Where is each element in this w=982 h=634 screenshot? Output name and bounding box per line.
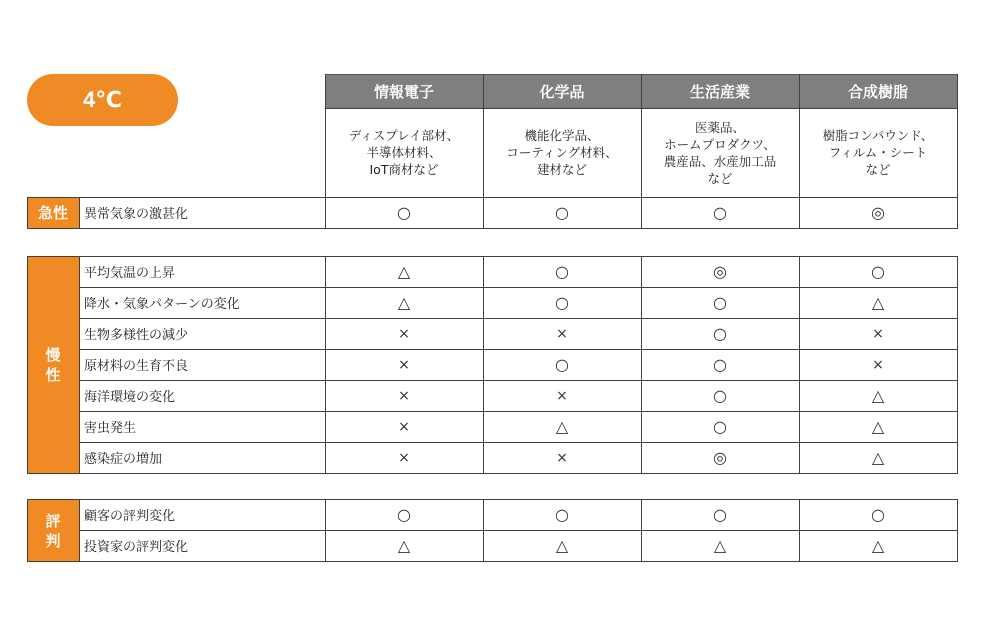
category-label: 評 判: [27, 500, 79, 561]
risk-item-label: 海洋環境の変化: [84, 390, 176, 405]
grid-line: [79, 197, 80, 229]
column-description: [799, 108, 957, 197]
category-label: 慢 性: [27, 257, 79, 473]
description-line: 建材など: [536, 162, 587, 177]
grid-line: [79, 499, 80, 562]
risk-item-label: 異常気象の激甚化: [84, 207, 189, 222]
impact-mark: ○: [713, 505, 727, 524]
grid-line: [483, 74, 484, 197]
column-description-text: [664, 119, 777, 187]
grid-line: [27, 499, 28, 562]
column-header: 生活産業: [641, 74, 799, 108]
impact-mark: ○: [871, 262, 885, 281]
grid-line: [27, 197, 28, 229]
impact-mark: △: [713, 536, 727, 555]
risk-item-label: 顧客の評判変化: [84, 509, 176, 524]
impact-mark: ○: [555, 505, 569, 524]
impact-mark: △: [871, 293, 885, 312]
grid-line: [325, 108, 958, 109]
description-line: 半導体材料、: [366, 145, 442, 160]
impact-mark: ○: [713, 203, 727, 222]
risk-item-label: 原材料の生育不良: [84, 359, 189, 374]
grid-line: [957, 74, 958, 197]
impact-mark: ○: [713, 386, 727, 405]
impact-mark: ○: [555, 262, 569, 281]
impact-mark: △: [555, 536, 569, 555]
impact-mark: △: [871, 536, 885, 555]
impact-mark: ○: [713, 324, 727, 343]
grid-line: [79, 256, 80, 474]
impact-mark: ×: [556, 449, 568, 466]
grid-line: [325, 74, 326, 197]
impact-mark: ○: [397, 203, 411, 222]
description-line: 樹脂コンパウンド、: [822, 128, 934, 143]
impact-mark: △: [397, 293, 411, 312]
category-label: 急性: [27, 198, 79, 228]
column-description-text: [823, 127, 934, 178]
column-description-text: [349, 127, 459, 178]
impact-mark: ◎: [713, 262, 727, 281]
impact-mark: △: [397, 262, 411, 281]
risk-item-label: 感染症の増加: [84, 452, 163, 467]
impact-mark: ×: [398, 325, 410, 342]
impact-mark: ×: [872, 356, 884, 373]
description-line: ホームプロダクツ、: [664, 136, 776, 152]
impact-mark: ×: [398, 387, 410, 404]
risk-item-label: 生物多様性の減少: [84, 328, 189, 343]
description-line: など: [707, 170, 733, 186]
impact-mark: ○: [713, 355, 727, 374]
grid-line: [957, 256, 958, 474]
impact-mark: ×: [398, 418, 410, 435]
impact-mark: ×: [556, 325, 568, 342]
impact-mark: △: [555, 417, 569, 436]
description-line: 農産品、水産加工品: [663, 153, 777, 169]
impact-mark: ×: [398, 449, 410, 466]
impact-mark: △: [871, 417, 885, 436]
impact-mark: ×: [872, 325, 884, 342]
column-description: [325, 108, 483, 197]
impact-mark: ◎: [871, 203, 885, 222]
description-line: フィルム・シート: [828, 145, 928, 160]
risk-item-label: 平均気温の上昇: [84, 266, 176, 281]
impact-mark: △: [871, 386, 885, 405]
impact-mark: ○: [555, 355, 569, 374]
risk-item-label: 害虫発生: [84, 421, 137, 436]
description-line: 機能化学品、: [524, 128, 600, 143]
column-header: 化学品: [483, 74, 641, 108]
column-description-text: [506, 127, 617, 178]
risk-item-label: 降水・気象パターンの変化: [84, 297, 240, 312]
grid-line: [27, 228, 958, 229]
impact-mark: ◎: [713, 448, 727, 467]
impact-mark: ×: [398, 356, 410, 373]
impact-mark: ○: [555, 293, 569, 312]
description-line: IoT商材など: [369, 162, 439, 177]
scenario-badge: 4℃: [27, 74, 178, 126]
grid-line: [27, 561, 958, 562]
impact-mark: ○: [713, 293, 727, 312]
impact-mark: ○: [397, 505, 411, 524]
description-line: 医薬品、: [694, 119, 745, 135]
grid-line: [799, 74, 800, 197]
grid-line: [641, 74, 642, 197]
grid-line: [957, 197, 958, 229]
impact-mark: ○: [713, 417, 727, 436]
column-header: 合成樹脂: [799, 74, 957, 108]
impact-mark: ×: [556, 387, 568, 404]
impact-mark: △: [871, 448, 885, 467]
impact-mark: △: [397, 536, 411, 555]
column-header: 情報電子: [325, 74, 483, 108]
column-description: [641, 108, 799, 197]
column-description: [483, 108, 641, 197]
grid-line: [27, 473, 958, 474]
description-line: コーティング材料、: [506, 145, 618, 160]
impact-mark: ○: [555, 203, 569, 222]
description-line: など: [865, 162, 891, 177]
impact-mark: ○: [871, 505, 885, 524]
grid-line: [957, 499, 958, 562]
risk-item-label: 投資家の評判変化: [84, 540, 189, 555]
description-line: ディスプレイ部材、: [348, 128, 460, 143]
grid-line: [27, 256, 28, 474]
